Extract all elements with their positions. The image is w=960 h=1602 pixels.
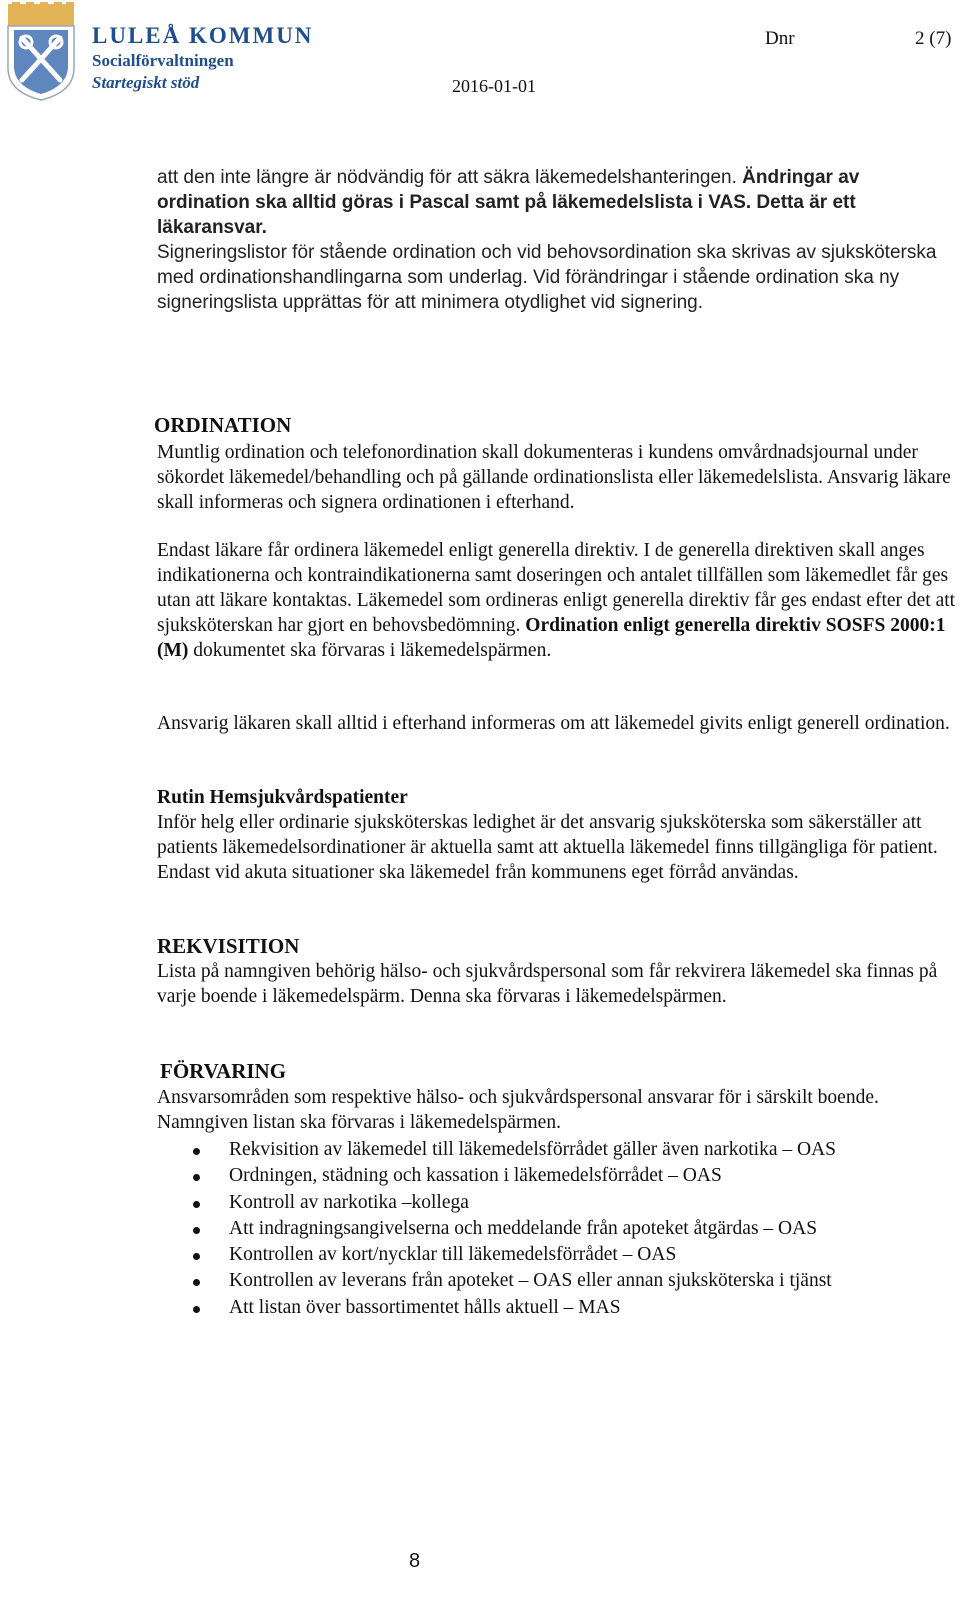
intro-text: att den inte längre är nödvändig för att säkra läkemedelshanteringen. bbox=[157, 167, 743, 188]
list-item: Att indragningsangivelserna och meddelande från apoteket åtgärdas – OAS bbox=[157, 1216, 957, 1242]
ordination-paragraph-1: Muntlig ordination och telefonordination skall dokumenteras i kundens omvårdnadsjournal under sökordet läkemedel/behandling och på gällande ordinationslista eller läkemedelslista. Ansvarig läkare skall informeras och signera ordinationen i efterhand. bbox=[157, 442, 951, 513]
footer-page-number: 8 bbox=[409, 1550, 421, 1572]
dnr-label: Dnr bbox=[765, 28, 795, 49]
ordination-paragraph-2 bbox=[157, 538, 957, 663]
organization-name: LULEÅ KOMMUN bbox=[92, 23, 314, 48]
page-indicator: 2 (7) bbox=[915, 28, 952, 49]
department-name: Socialförvaltningen bbox=[92, 51, 234, 70]
forvaring-paragraph: Ansvarsområden som respektive hälso- och sjukvårdspersonal ansvarar för i särskilt boende. Namngiven listan ska förvaras i läkemedelspärmen. bbox=[157, 1087, 879, 1133]
list-item: Kontroll av narkotika –kollega bbox=[157, 1190, 957, 1216]
ordination-bold-text: Ordination enligt generella direktiv SOSFS 2000:1 (M) bbox=[157, 615, 946, 661]
unit-name: Startegiskt stöd bbox=[92, 73, 200, 92]
list-item: Kontrollen av kort/nycklar till läkemedelsförrådet – OAS bbox=[157, 1242, 957, 1268]
ordination-text: Endast läkare får ordinera läkemedel enligt generella direktiv. I de generella direktiven skall anges indikationerna och kontraindikationerna samt doseringen och antalet tillfällen som läkemedlet får ges utan att läkare kontaktas. Läkemedel som ordineras enligt generella direktiv får ges endast efter det att sjuksköterskan har gjort en behovsbedömning. bbox=[157, 540, 956, 636]
coat-of-arms-logo bbox=[6, 2, 76, 102]
ordination-text-tail: dokumentet ska förvaras i läkemedelspärmen. bbox=[188, 640, 552, 661]
section-heading-forvaring: FÖRVARING bbox=[160, 1059, 287, 1083]
intro-paragraph-1 bbox=[157, 165, 957, 240]
section-heading-ordination: ORDINATION bbox=[154, 413, 292, 437]
rekvisition-paragraph: Lista på namngiven behörig hälso- och sjukvårdspersonal som får rekvirera läkemedel ska finnas på varje boende i läkemedelspärm. Denna ska förvaras i läkemedelspärmen. bbox=[157, 961, 938, 1007]
list-item: Att listan över bassortimentet hålls aktuell – MAS bbox=[157, 1295, 957, 1321]
bullet-icon bbox=[193, 1148, 200, 1155]
intro-paragraph-2: Signeringslistor för stående ordination och vid behovsordination ska skrivas av sjuksköterska med ordinationshandlingarna som underlag. Vid förändringar i stående ordination ska ny signeringslista upprättas för att minimera otydlighet vid signering. bbox=[157, 242, 937, 313]
bullet-icon bbox=[193, 1306, 200, 1313]
list-item: Rekvisition av läkemedel till läkemedelsförrådet gäller även narkotika – OAS bbox=[157, 1137, 957, 1163]
bullet-icon bbox=[193, 1279, 200, 1286]
rutin-paragraph: Inför helg eller ordinarie sjuksköterskas ledighet är det ansvarig sjuksköterska som säkerställer att patients läkemedelsordinationer är aktuella samt att aktuella läkemedel finns tillgängliga för patient. Endast vid akuta situationer ska läkemedel från kommunens eget förråd användas. bbox=[157, 812, 938, 883]
intro-bold-text: Ändringar av ordination ska alltid göras i Pascal samt på läkemedelslista i VAS. Detta är ett läkaransvar. bbox=[157, 167, 860, 238]
list-item: Kontrollen av leverans från apoteket – OAS eller annan sjuksköterska i tjänst bbox=[157, 1268, 957, 1294]
section-heading-rutin: Rutin Hemsjukvårdspatienter bbox=[157, 787, 408, 808]
list-item: Ordningen, städning och kassation i läkemedelsförrådet – OAS bbox=[157, 1163, 957, 1189]
section-heading-rekvisition: REKVISITION bbox=[157, 934, 300, 958]
bullet-icon bbox=[193, 1253, 200, 1260]
document-date: 2016-01-01 bbox=[452, 76, 536, 96]
bullet-icon bbox=[193, 1201, 200, 1208]
bullet-icon bbox=[193, 1227, 200, 1234]
ordination-paragraph-3: Ansvarig läkaren skall alltid i efterhand informeras om att läkemedel givits enligt generell ordination. bbox=[157, 713, 950, 734]
bullet-icon bbox=[193, 1174, 200, 1181]
forvaring-list bbox=[157, 1137, 957, 1321]
organization-block bbox=[92, 22, 313, 94]
